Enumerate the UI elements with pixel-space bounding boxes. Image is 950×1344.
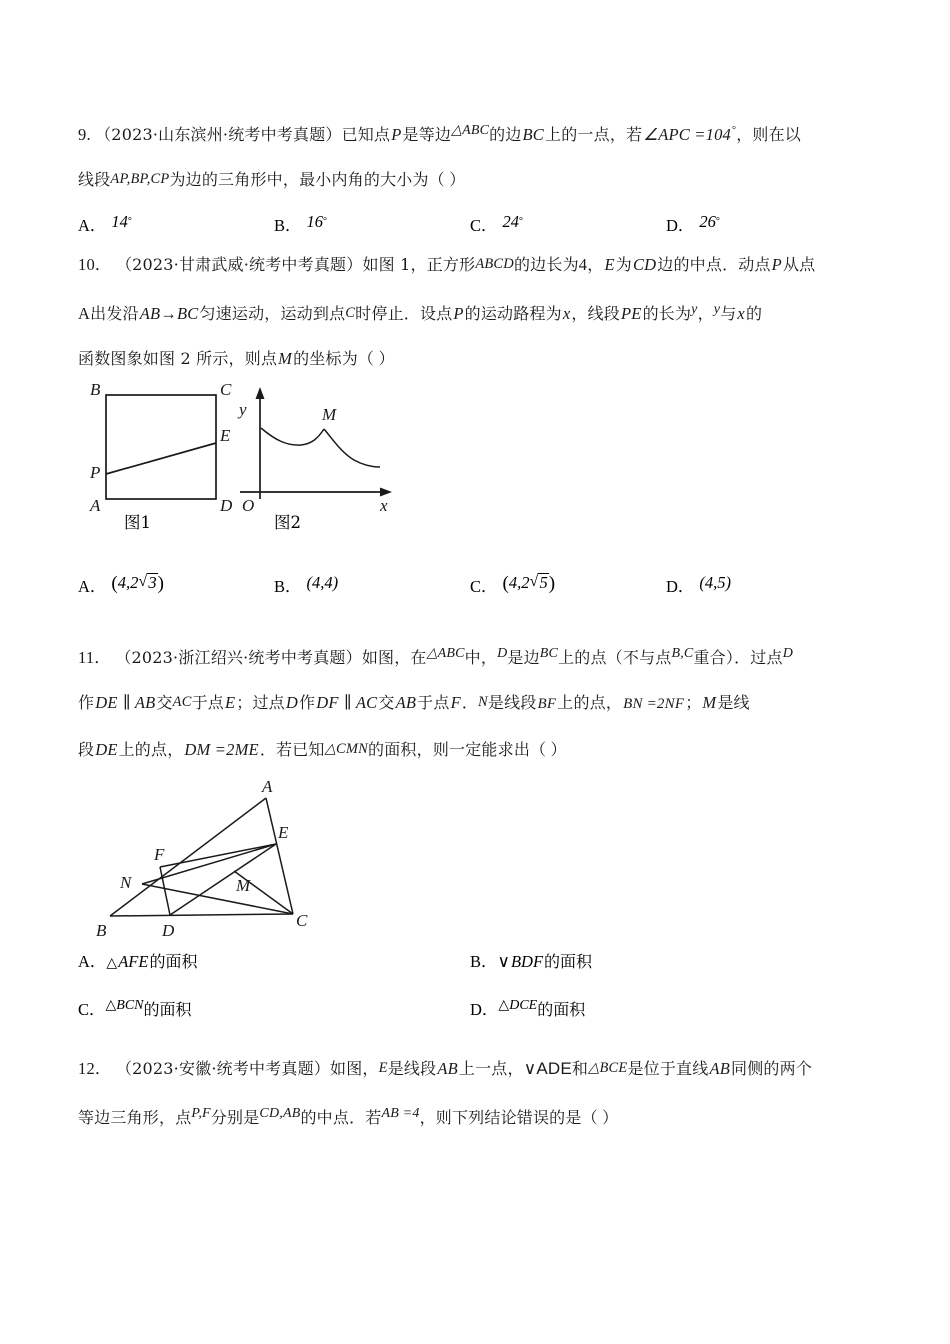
question-12-text-f: 同侧的两个 bbox=[731, 1059, 813, 1078]
question-11-text-v: ） bbox=[550, 740, 567, 759]
segment-pe: PE bbox=[621, 304, 642, 323]
points-bc: B,C bbox=[671, 646, 694, 661]
option-key: D． bbox=[666, 216, 695, 235]
option-key: D． bbox=[470, 1000, 499, 1019]
figure-1-square-abcd bbox=[78, 381, 238, 513]
question-11-option-b[interactable] bbox=[470, 942, 592, 982]
question-9-text-f: 线段 bbox=[78, 170, 111, 189]
figure1-label-a: A bbox=[90, 496, 101, 513]
question-10-text-j: 的运动路程为 bbox=[464, 304, 562, 323]
question-9-line-2 bbox=[78, 157, 873, 202]
question-11-options-row-1 bbox=[78, 942, 873, 986]
option-figure-name: BDF bbox=[510, 952, 544, 971]
question-10 bbox=[78, 242, 873, 609]
variable-x2: x bbox=[737, 304, 745, 323]
option-value-prefix: 4,2 bbox=[508, 573, 530, 592]
question-11-text-i: ；过点 bbox=[236, 693, 285, 712]
question-9-option-a[interactable] bbox=[78, 202, 132, 246]
option-key: C． bbox=[470, 216, 498, 235]
degree-icon: ° bbox=[731, 125, 737, 136]
question-10-figures bbox=[78, 381, 873, 531]
question-9-text-g: 为边的三角形中，最小内角的大小为（ bbox=[169, 170, 445, 189]
side-length-value: 4 bbox=[578, 255, 588, 274]
question-12-text-i: 的中点．若 bbox=[300, 1108, 382, 1127]
option-key: B． bbox=[274, 216, 302, 235]
parallel-icon-2: ∥ bbox=[343, 693, 351, 712]
question-11-text-u: 的面积，则一定能求出（ bbox=[368, 740, 547, 759]
triangle-icon: △ bbox=[106, 956, 118, 971]
question-11-text-h: 于点 bbox=[191, 693, 224, 712]
degree-icon: ° bbox=[519, 216, 524, 227]
option-value-prefix: 4,2 bbox=[117, 573, 139, 592]
segment-cd: CD bbox=[632, 255, 657, 274]
point-d: D bbox=[497, 646, 508, 661]
question-10-line-2 bbox=[78, 287, 873, 336]
question-10-text-h: 匀速运动，运动到点 bbox=[199, 304, 346, 323]
point-p2: P bbox=[453, 304, 464, 323]
question-12-text-d: 和 bbox=[571, 1059, 589, 1078]
option-figure-name: AFE bbox=[118, 952, 149, 971]
question-11-text-b: 中， bbox=[464, 648, 498, 667]
option-value: (4,5) bbox=[699, 573, 732, 592]
question-10-text-p: 函数图象如图 2 所示，则点 bbox=[78, 349, 278, 368]
question-9 bbox=[78, 108, 873, 242]
question-10-text-c: ， bbox=[587, 255, 604, 274]
question-9-segment-bc: BC bbox=[522, 125, 545, 144]
question-10-text-o: 的 bbox=[745, 304, 763, 323]
option-key: A． bbox=[78, 216, 107, 235]
question-10-text-g: 出发沿 bbox=[90, 304, 139, 323]
figure-1-caption: 图1 bbox=[124, 513, 151, 532]
question-9-text-e: ，则在以 bbox=[736, 125, 801, 144]
option-key: D． bbox=[666, 577, 695, 596]
question-9-source: （2023·山东滨州·统考中考真题） bbox=[95, 125, 342, 144]
segment-ab: AB bbox=[134, 693, 156, 712]
question-11-text-c: 是边 bbox=[507, 648, 540, 667]
ab-length: AB =4 bbox=[381, 1106, 420, 1121]
question-12-text-j: ，则下列结论错误的是（ bbox=[419, 1108, 598, 1127]
v-glyph-icon: ∨ bbox=[497, 952, 510, 971]
motion-path: AB→BC bbox=[139, 304, 199, 323]
question-12-text-e: 是位于直线 bbox=[627, 1059, 709, 1078]
question-12-text-k: ） bbox=[602, 1108, 619, 1127]
triangle-icon: △ bbox=[105, 998, 117, 1013]
point-a: A bbox=[78, 304, 91, 323]
segments-cd-ab: CD,AB bbox=[259, 1106, 301, 1121]
figure2-label-o: O bbox=[242, 496, 255, 513]
y-axis-arrow bbox=[256, 387, 265, 399]
figure2-label-m: M bbox=[322, 405, 337, 424]
question-11-text-q: 是线 bbox=[717, 693, 750, 712]
question-10-source: （2023·甘肃武威·统考中考真题） bbox=[115, 255, 363, 274]
option-key: C． bbox=[78, 1000, 106, 1019]
option-suffix: 的面积 bbox=[143, 1000, 192, 1019]
question-11-text-j: 作 bbox=[299, 693, 316, 712]
figure-2-caption: 图2 bbox=[274, 513, 301, 532]
question-11-option-c[interactable] bbox=[78, 986, 192, 1030]
parallel-icon: ∥ bbox=[122, 693, 130, 712]
figure1-label-e: E bbox=[220, 426, 231, 445]
option-radicand: 3 bbox=[148, 573, 157, 592]
triangle-abc: △ABC bbox=[426, 646, 465, 661]
figure-triangle-abc-with-points bbox=[88, 776, 348, 941]
question-10-text-e: 边的中点．动点 bbox=[657, 255, 771, 274]
question-11-figure-wrap bbox=[78, 772, 873, 942]
point-m: M bbox=[278, 349, 293, 368]
point-d2: D bbox=[782, 646, 793, 661]
question-10-text-i: 时停止．设点 bbox=[355, 304, 453, 323]
question-12-text-h: 分别是 bbox=[210, 1108, 260, 1127]
option-key: B． bbox=[470, 952, 498, 971]
point-e: E bbox=[604, 255, 615, 274]
relation-dm-me: DM =2ME bbox=[184, 740, 259, 759]
variable-x: x bbox=[562, 304, 571, 323]
question-11-text-g: 交 bbox=[156, 693, 173, 712]
point-n: N bbox=[478, 694, 488, 710]
document-content bbox=[78, 108, 873, 1140]
option-value: 26 bbox=[699, 212, 716, 231]
question-10-text-f: 从点 bbox=[782, 255, 816, 274]
question-11-text-l: 于点 bbox=[417, 693, 450, 712]
figure-2-graph bbox=[230, 381, 405, 513]
question-10-text-b: 的边长为 bbox=[513, 255, 579, 274]
point-d3: D bbox=[285, 693, 299, 712]
question-9-segments: AP,BP,CP bbox=[110, 171, 170, 187]
question-9-text-d: 上的一点，若 bbox=[545, 125, 643, 144]
option-value: 16 bbox=[306, 212, 324, 231]
question-11-text-s: 上的点， bbox=[118, 740, 184, 759]
triangle-bce: △BCE bbox=[588, 1060, 628, 1076]
option-key: A． bbox=[78, 952, 107, 971]
question-11-options-row-2 bbox=[78, 986, 873, 1032]
fig11-label-m: M bbox=[236, 876, 251, 895]
question-12-number: 12． bbox=[78, 1059, 112, 1078]
fig11-label-a: A bbox=[262, 777, 273, 796]
question-11 bbox=[78, 631, 873, 1032]
question-9-option-b[interactable] bbox=[274, 202, 327, 246]
question-12-text-g: 等边三角形，点 bbox=[78, 1108, 192, 1127]
option-key: A． bbox=[78, 577, 107, 596]
question-10-options bbox=[78, 563, 873, 609]
figure2-label-y: y bbox=[239, 400, 247, 419]
option-radicand: 5 bbox=[539, 573, 548, 592]
question-11-text-k: 交 bbox=[378, 693, 395, 712]
figure1-label-d: D bbox=[220, 496, 233, 513]
question-9-options bbox=[78, 202, 873, 242]
variable-y2: y bbox=[713, 302, 721, 317]
question-9-number: 9. bbox=[78, 125, 91, 144]
relation-bn-nf: BN =2NF bbox=[623, 696, 685, 712]
triangle-icon: △ bbox=[498, 998, 510, 1013]
square-abcd: ABCD bbox=[475, 256, 514, 272]
question-10-line-3 bbox=[78, 336, 873, 381]
fig11-label-n: N bbox=[120, 873, 132, 892]
question-11-option-d[interactable] bbox=[470, 986, 585, 1030]
question-9-angle-apc: ∠APC =104 bbox=[643, 125, 731, 144]
question-10-number: 10． bbox=[78, 255, 112, 274]
question-10-text-d: 为 bbox=[615, 255, 632, 274]
question-9-triangle-abc: △ABC bbox=[451, 123, 490, 138]
question-10-text-q: 的坐标为（ bbox=[293, 349, 375, 368]
question-10-option-c[interactable]: C． (4,2 √ 5) bbox=[470, 563, 555, 607]
question-9-option-c[interactable] bbox=[470, 202, 523, 246]
question-11-text-a: 如图，在 bbox=[361, 648, 427, 667]
question-11-text-p: ； bbox=[685, 693, 702, 712]
option-value: 24 bbox=[502, 212, 520, 231]
figure1-label-c: C bbox=[220, 381, 232, 399]
option-suffix: 的面积 bbox=[544, 952, 593, 971]
option-suffix: 的面积 bbox=[537, 1000, 586, 1019]
question-9-line-1 bbox=[78, 108, 873, 157]
question-9-text-c: 的边 bbox=[489, 125, 522, 144]
segment-de2: DE bbox=[95, 740, 118, 759]
point-p: P bbox=[771, 255, 782, 274]
segment-de: DE bbox=[95, 693, 118, 712]
question-11-text-r: 段 bbox=[78, 740, 95, 759]
triangle-ade: ∨ADE bbox=[523, 1059, 572, 1078]
point-f: F bbox=[450, 693, 461, 712]
fig11-label-b: B bbox=[96, 921, 107, 940]
fig11-label-d: D bbox=[162, 921, 175, 940]
line-ba bbox=[110, 798, 266, 916]
question-9-text-h: ） bbox=[449, 170, 466, 189]
question-10-text-r: ） bbox=[378, 349, 395, 368]
question-12-line-1 bbox=[78, 1046, 873, 1091]
question-12-text-a: 如图， bbox=[330, 1059, 379, 1078]
question-11-line-2 bbox=[78, 680, 873, 727]
fig11-label-f: F bbox=[154, 845, 165, 864]
segment-ab2: AB bbox=[395, 693, 417, 712]
segment-bc: BC bbox=[539, 646, 559, 661]
option-figure-name: DCE bbox=[509, 998, 538, 1013]
triangle-cmn: △CMN bbox=[324, 741, 369, 757]
curve-segment-2 bbox=[324, 429, 380, 467]
figure1-label-p: P bbox=[90, 463, 101, 482]
question-11-text-e: 重合）．过点 bbox=[693, 648, 783, 667]
question-11-line-3 bbox=[78, 727, 873, 772]
question-11-text-o: 上的点， bbox=[557, 693, 623, 712]
line-nc bbox=[142, 884, 293, 914]
question-10-option-d[interactable] bbox=[666, 563, 731, 607]
option-key: B． bbox=[274, 577, 302, 596]
point-e: E bbox=[378, 1060, 388, 1076]
figure1-label-b: B bbox=[90, 381, 101, 399]
question-12-text-b: 是线段 bbox=[387, 1059, 437, 1078]
degree-icon: ° bbox=[715, 216, 720, 227]
question-10-text-n: 与 bbox=[720, 304, 737, 323]
variable-y: y bbox=[691, 302, 698, 317]
line-bc bbox=[110, 914, 293, 916]
question-10-line-1 bbox=[78, 242, 873, 287]
question-12-text-c: 上一点， bbox=[458, 1059, 524, 1078]
question-10-text-m: ， bbox=[697, 304, 714, 323]
option-figure-name: BCN bbox=[116, 998, 144, 1013]
question-9-text-a: 已知点 bbox=[341, 125, 391, 144]
figure2-label-x: x bbox=[380, 496, 388, 513]
question-9-option-d[interactable] bbox=[666, 202, 720, 246]
question-11-line-1 bbox=[78, 631, 873, 680]
question-11-number: 11． bbox=[78, 648, 111, 667]
segment-ab: AB bbox=[437, 1059, 458, 1078]
question-11-text-f: 作 bbox=[78, 693, 95, 712]
degree-icon: ° bbox=[127, 216, 132, 227]
point-e: E bbox=[225, 693, 236, 712]
question-11-option-a[interactable] bbox=[78, 942, 197, 984]
segment-ac2: AC bbox=[355, 693, 378, 712]
question-11-source: （2023·浙江绍兴·统考中考真题） bbox=[115, 648, 362, 667]
question-9-text-b: 是等边 bbox=[402, 125, 452, 144]
question-10-option-a[interactable]: A． (4,2 √ 3) bbox=[78, 563, 164, 607]
option-value: 14 bbox=[111, 212, 128, 231]
question-12 bbox=[78, 1046, 873, 1140]
question-11-text-m: ． bbox=[461, 693, 479, 712]
curve-segment-1 bbox=[261, 428, 324, 445]
question-11-text-d: 上的点（不与点 bbox=[558, 648, 672, 667]
point-c: C bbox=[345, 305, 356, 321]
segment-ac: AC bbox=[172, 694, 192, 710]
question-10-option-b[interactable] bbox=[274, 563, 338, 607]
fig11-label-c: C bbox=[296, 911, 308, 930]
question-10-text-k: ，线段 bbox=[571, 304, 620, 323]
question-12-source: （2023·安徽·统考中考真题） bbox=[115, 1059, 331, 1078]
question-12-line-2 bbox=[78, 1091, 873, 1140]
question-11-text-t: ．若已知 bbox=[259, 740, 325, 759]
point-m: M bbox=[702, 693, 717, 712]
fig11-label-e: E bbox=[278, 823, 289, 842]
question-11-text-n: 是线段 bbox=[487, 693, 537, 712]
segment-bf: BF bbox=[537, 696, 557, 712]
points-pf: P,F bbox=[191, 1106, 211, 1121]
question-10-text-l: 的长为 bbox=[642, 304, 692, 323]
question-9-point-p: P bbox=[391, 125, 402, 144]
option-suffix: 的面积 bbox=[149, 952, 198, 971]
option-value: (4,4) bbox=[306, 573, 339, 592]
question-10-text-a: 如图 1，正方形 bbox=[362, 255, 476, 274]
degree-icon: ° bbox=[323, 216, 328, 227]
segment-ab2: AB bbox=[709, 1059, 731, 1078]
option-key: C． bbox=[470, 577, 498, 596]
segment-df: DF bbox=[316, 693, 339, 712]
